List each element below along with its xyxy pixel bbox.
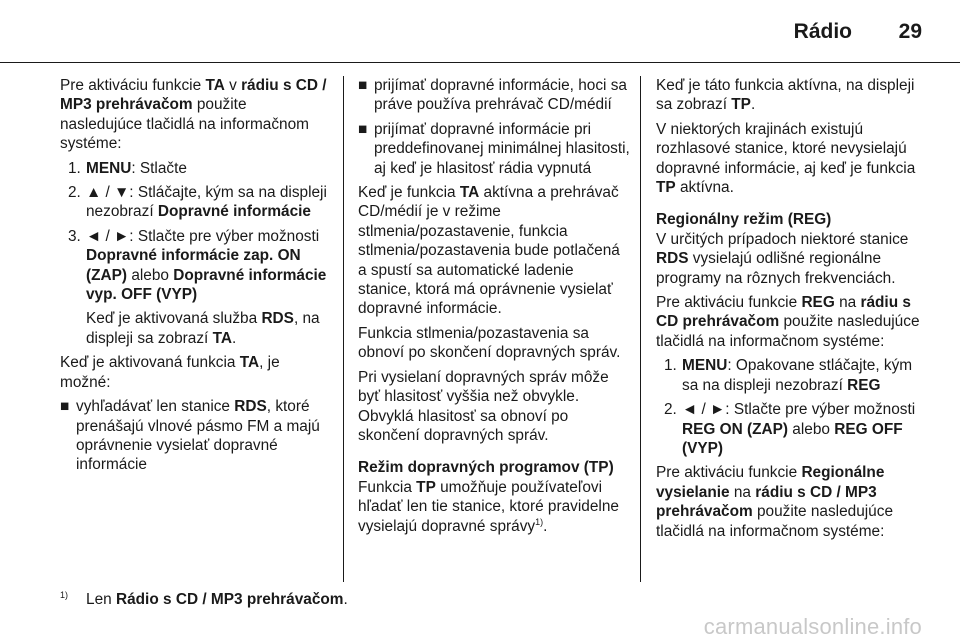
page-title: Rádio bbox=[793, 20, 852, 43]
paragraph-reg-intro: V určitých prípadoch niektoré stanice RDS vysielajú odlišné regionálne programy na rôznych frekvenciách. bbox=[656, 230, 909, 287]
bullet-item: ■ vyhľadávať len stanice RDS, ktoré prenášajú vlnové pásmo FM a majú oprávnenie vysielať dopravné informácie bbox=[60, 398, 320, 474]
paragraph-tp-active: Keď je táto funkcia aktívna, na displeji sa zobrazí TP. bbox=[656, 77, 915, 114]
paragraph-regional: Pre aktiváciu funkcie Regionálne vysielanie na rádiu s CD / MP3 prehrávačom použite nasledujúce tlačidlá na informačnom systéme: bbox=[656, 464, 893, 540]
footnote: $^{1)}$ Len Rádio s CD / MP3 prehrávačom. bbox=[60, 589, 348, 608]
watermark: carmanualsonline.info bbox=[703, 614, 922, 639]
paragraph-ta-active: Keď je aktivovaná funkcia TA, je možné: bbox=[60, 354, 280, 391]
header-rule bbox=[0, 62, 960, 63]
section-heading-tp: Režim dopravných programov (TP) bbox=[358, 459, 614, 477]
list-item: 2. ▲ / ▼: Stláčajte, kým sa na displeji nezobrazí Dopravné informácie bbox=[68, 184, 327, 221]
list-item: 3. ◄ / ►: Stlačte pre výber možnosti Dopravné informácie zap. ON (ZAP) alebo Dopravné informácie vyp. OFF (VYP) bbox=[68, 227, 327, 304]
section-heading-reg: Regionálny režim (REG) bbox=[656, 211, 832, 229]
list-item: 2. ◄ / ►: Stlačte pre výber možnosti REG ON (ZAP) alebo REG OFF (VYP) bbox=[664, 401, 916, 457]
paragraph-tp-countries: V niektorých krajinách existujú rozhlasové stanice, ktoré nevysielajú dopravné informácie, aj keď je funkcia TP aktívna. bbox=[656, 120, 916, 197]
list-subparagraph: Keď je aktivovaná služba RDS, na displeji sa zobrazí TA. bbox=[86, 310, 320, 347]
bullet-item: ■ prijímať dopravné informácie, hoci sa práve používa prehrávač CD/médií bbox=[358, 77, 627, 114]
column-1 bbox=[60, 76, 332, 480]
paragraph-reg-activate: Pre aktiváciu funkcie REG na rádiu s CD prehrávačom použite nasledujúce tlačidlá na informačnom systéme: bbox=[656, 294, 920, 350]
column-divider-1 bbox=[343, 76, 344, 582]
paragraph-ta-mute: Keď je funkcia TA aktívna a prehrávač CD/médií je v režime stlmenia/pozastavenie, funkcia stlmenia/pozastavenia bude potlačená a spustí sa automatické ladenie stanice, ktorá má oprávnenie vysielať dopravné informácie. bbox=[358, 184, 620, 318]
footnote-ref: 1) bbox=[535, 516, 544, 527]
bullet-item: ■ prijímať dopravné informácie pri preddefinovanej minimálnej hlasitosti, aj keď je hlasitosť rádia vypnutá bbox=[358, 120, 630, 177]
paragraph-ta-intro: Pre aktiváciu funkcie TA v rádiu s CD / MP3 prehrávačom použite nasledujúce tlačidlá na informačnom systéme: bbox=[60, 77, 327, 153]
list-item: 1. MENU: Opakovane stláčajte, kým sa na displeji nezobrazí REG bbox=[664, 357, 913, 394]
page-number: 29 bbox=[898, 20, 922, 43]
list-item: 1. MENU: Stlačte bbox=[68, 159, 187, 177]
paragraph-tp: Funkcia TP umožňuje používateľovi hľadať len tie stanice, ktoré pravidelne vysielajú dopravné správy$^{1)}$. bbox=[358, 478, 619, 535]
paragraph-volume: Pri vysielaní dopravných správ môže byť hlasitosť vyššia než obvykle. Obvyklá hlasitosť sa obnoví po skončení dopravných správ. bbox=[358, 368, 609, 444]
column-divider-2 bbox=[640, 76, 641, 582]
column-3 bbox=[656, 76, 928, 546]
page-header bbox=[0, 0, 960, 62]
column-2 bbox=[358, 76, 630, 541]
paragraph-mute-restore: Funkcia stlmenia/pozastavenia sa obnoví po skončení dopravných správ. bbox=[358, 324, 621, 362]
